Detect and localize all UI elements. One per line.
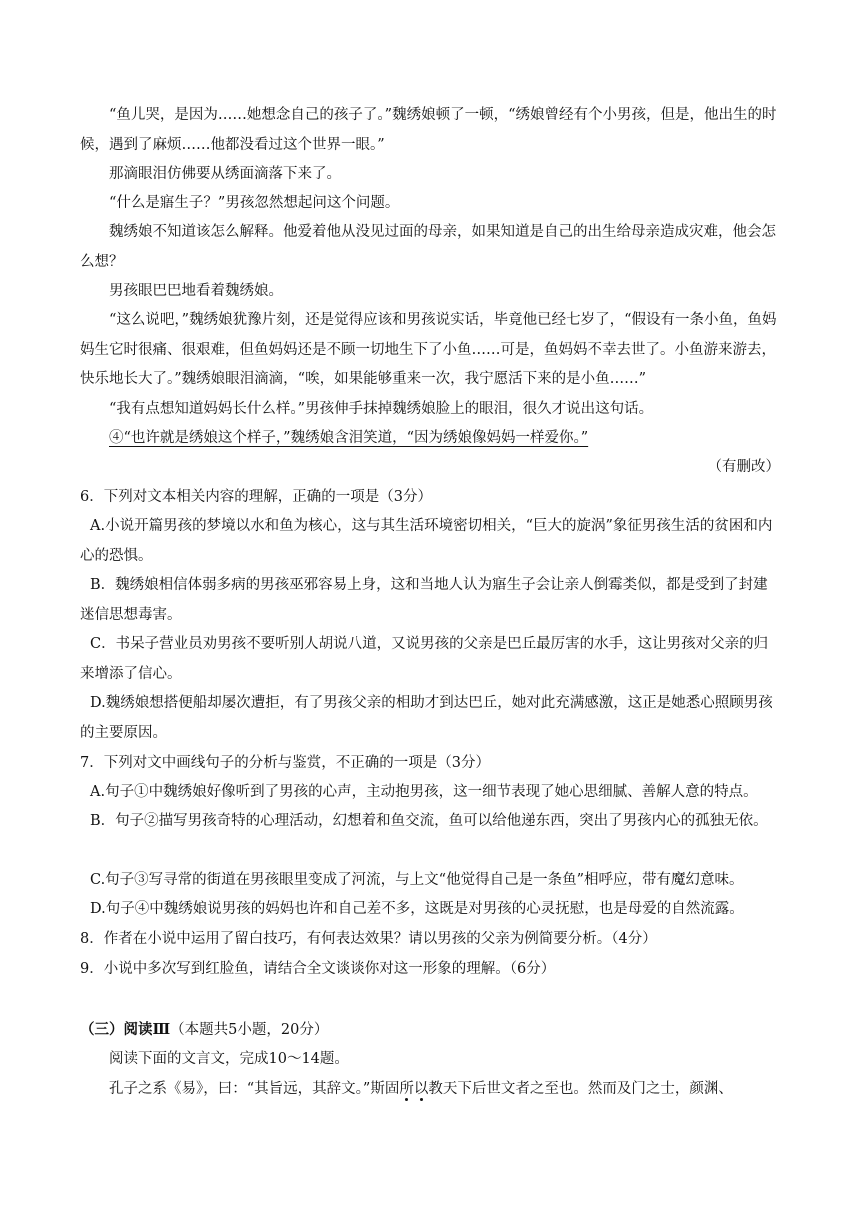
- paragraph-4: 魏绣娘不知道该怎么解释。他爱着他从没见过面的母亲，如果知道是自己的出生给母亲造成灾难，他会怎么想？: [80, 224, 776, 270]
- paragraph-3: “什么是寤生子？”男孩忽然想起问这个问题。: [109, 195, 400, 211]
- question-7-stem: 7．下列对文中画线句子的分析与鉴赏，不正确的一项是（3分）: [80, 755, 490, 771]
- question-7-option-d: D.句子④中魏绣娘说男孩的妈妈也许和自己差不多，这既是对男孩的心灵抚慰，也是母爱的自然流露。: [90, 901, 744, 917]
- question-6-option-c: C．书呆子营业员劝男孩不要听别人胡说八道，又说男孩的父亲是巴丘最厉害的水手，这让男孩对父亲的归来增添了信心。: [80, 636, 769, 682]
- section-3-heading: （三）阅读Ⅲ: [80, 1021, 171, 1038]
- question-6-option-a: A.小说开篇男孩的梦境以水和鱼为核心，这与其生活环境密切相关，“巨大的旋涡”象征男孩生活的贫困和内心的恐惧。: [80, 518, 773, 564]
- emphasized-char-2: 以: [413, 1081, 429, 1097]
- classical-text-after: 教天下后世文者之至也。然而及门之士，颜渊、: [428, 1081, 733, 1097]
- question-6-option-b: B．魏绣娘相信体弱多病的男孩巫邪容易上身，这和当地人认为寤生子会让亲人倒霉类似，都是受到了封建迷信思想毒害。: [80, 577, 768, 623]
- sentence-marker: ④: [109, 430, 124, 446]
- paragraph-2: 那滴眼泪仿佛要从绣面滴落下来了。: [109, 166, 341, 182]
- question-6-stem: 6．下列对文本相关内容的理解，正确的一项是（3分）: [80, 489, 432, 505]
- classical-text-before: 孔子之系《易》，曰：“其旨远，其辞文。”斯固: [109, 1081, 400, 1097]
- underlined-sentence-4: [109, 430, 588, 446]
- paragraph-1: “鱼儿哭，是因为……她想念自己的孩子了。”魏绣娘顿了一顿，“绣娘曾经有个小男孩，但是，他出生的时候，遇到了麻烦……他都没看过这个世界一眼。”: [80, 107, 777, 153]
- paragraph-8-underlined: [80, 424, 782, 454]
- section-3-heading-line: [80, 1015, 328, 1046]
- section-3-subheading: （本题共5小题，20分）: [170, 1022, 329, 1038]
- paragraph-6: “这么说吧，”魏绣娘犹豫片刻，还是觉得应该和男孩说实话，毕竟他已经七岁了，“假设有一条小鱼，鱼妈妈生它时很痛、很艰难，但鱼妈妈还是不顾一切地生下了小鱼……可是，鱼妈妈不幸去世了。小鱼游来游去，快乐地长大了。”魏绣娘眼泪滴滴，“唉，如果能够重来一次，我宁愿活下来的是小鱼……”: [80, 312, 777, 387]
- paragraph-7: “我有点想知道妈妈长什么样。”男孩伸手抹掉魏绣娘脸上的眼泪，很久才说出这句话。: [109, 401, 654, 417]
- sentence-text: “也许就是绣娘这个样子，”魏绣娘含泪笑道，“因为绣娘像妈妈一样爱你。”: [123, 430, 589, 446]
- question-7-option-c: C.句子③写寻常的街道在男孩眼里变成了河流，与上文“他觉得自己是一条鱼”相呼应，带有魔幻意味。: [90, 872, 744, 888]
- classical-text-paragraph: [80, 1075, 782, 1105]
- section-3-instructions: 阅读下面的文言文，完成10～14题。: [109, 1051, 349, 1067]
- paragraph-5: 男孩眼巴巴地看着魏绣娘。: [109, 283, 283, 299]
- question-6-option-d: D.魏绣娘想搭便船却屡次遭拒，有了男孩父亲的相助才到达巴丘，她对此充满感激，这正是她悉心照顾男孩的主要原因。: [80, 695, 773, 741]
- question-8: 8．作者在小说中运用了留白技巧，有何表达效果？请以男孩的父亲为例简要分析。（4分）: [80, 931, 657, 947]
- question-7-option-a: A.句子①中魏绣娘好像听到了男孩的心声，主动抱男孩，这一细节表现了她心思细腻、善解人意的特点。: [90, 784, 758, 800]
- revision-note: （有删改）: [707, 459, 780, 475]
- emphasized-char-1: 所: [399, 1081, 414, 1097]
- question-9: 9．小说中多次写到红脸鱼，请结合全文谈谈你对这一形象的理解。（6分）: [80, 961, 556, 977]
- question-7-option-b: B．句子②描写男孩奇特的心理活动，幻想着和鱼交流，鱼可以给他递东西，突出了男孩内心的孤独无依。: [90, 813, 768, 829]
